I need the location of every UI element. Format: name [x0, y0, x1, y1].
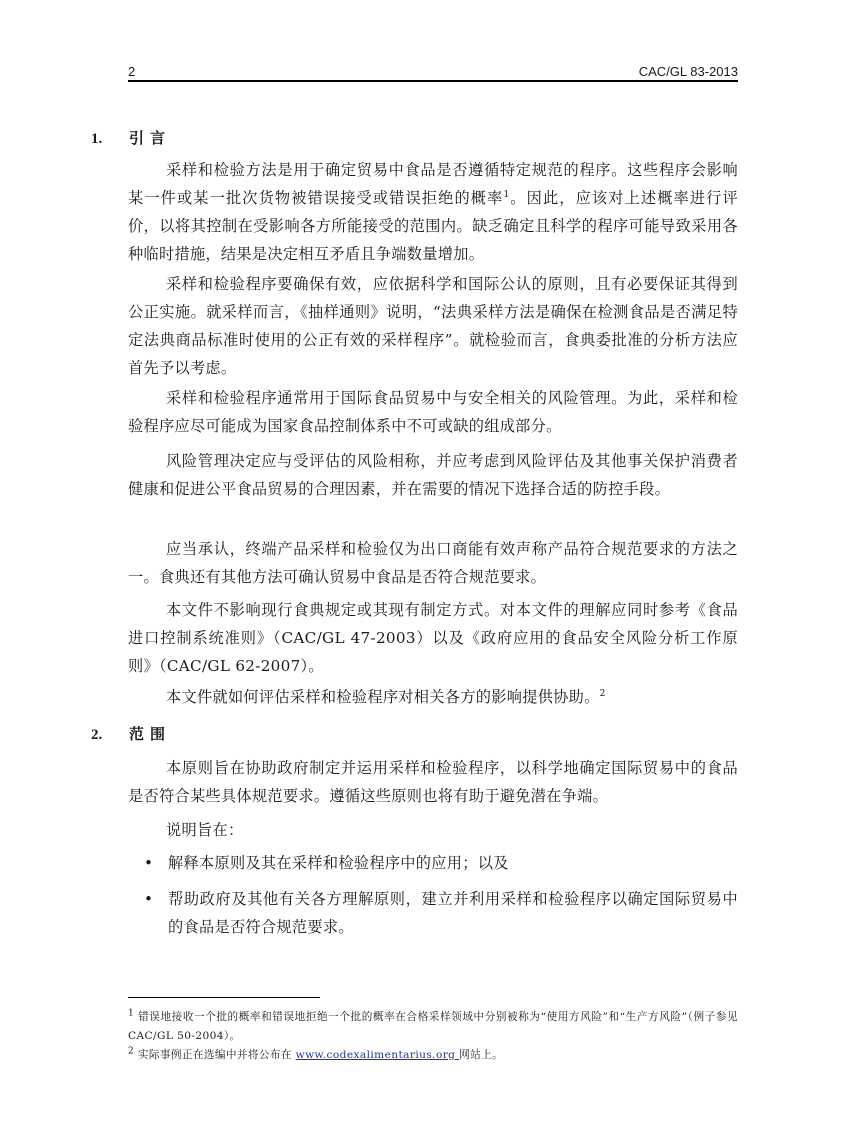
page-header — [128, 62, 738, 80]
paragraph: 应当承认，终端产品采样和检验仅为出口商能有效声称产品符合规范要求的方法之一。食典还有其他方法可确认贸易中食品是否符合规范要求。 — [128, 540, 738, 586]
footnote-ref-1[interactable]: 1 — [503, 189, 510, 200]
section-number: 1. — [91, 131, 103, 147]
footnote-1: $^1$ 错误地接收一个批的概率和错误地拒绝一个批的概率在合格采样领域中分别被称为“使用方风险”和“生产方风险”（例子参见 CAC/GL 50-2004）。 — [128, 1008, 738, 1042]
paragraph: 风险管理决定应与受评估的风险相称，并应考虑到风险评估及其他事关保护消费者健康和促进公平食品贸易的合理因素，并在需要的情况下选择合适的防控手段。 — [128, 452, 738, 498]
footnote-mark: 2 — [128, 1046, 135, 1057]
section-number: 2. — [91, 727, 103, 743]
codex-website-link[interactable]: www.codexalimentarius.org — [295, 1049, 460, 1061]
bullet-item: 帮助政府及其他有关各方理解原则，建立并利用采样和检验程序以确定国际贸易中的食品是否符合规范要求。 — [168, 890, 738, 936]
paragraph: 本文件就如何评估采样和检验程序对相关各方的影响提供协助。$^2$ — [166, 688, 606, 706]
header-rule — [128, 80, 738, 82]
paragraph: 本文件不影响现行食典规定或其现有制定方式。对本文件的理解应同时参考《食品进口控制系统准则》（CAC/GL 47-2003）以及《政府应用的食品安全风险分析工作原则》（CAC/GL 62-2007）。 — [128, 601, 738, 675]
bullet-marker: • — [144, 854, 153, 872]
paragraph: 采样和检验程序要确保有效，应依据科学和国际公认的原则，且有必要保证其得到公正实施。就采样而言，《抽样通则》说明，“法典采样方法是确保在检测食品是否满足特定法典商品标准时使用的公正有效的采样程序”。就检验而言，食典委批准的分析方法应首先予以考虑。 — [128, 275, 738, 377]
paragraph: 采样和检验程序通常用于国际食品贸易中与安全相关的风险管理。为此，采样和检验程序应尽可能成为国家食品控制体系中不可或缺的组成部分。 — [128, 389, 738, 435]
footnote-ref-2[interactable]: 2 — [599, 688, 606, 699]
paragraph: 采样和检验方法是用于确定贸易中食品是否遵循特定规范的程序。这些程序会影响某一件或某一批次货物被错误接受或错误拒绝的概率$^1$。因此，应该对上述概率进行评价，以将其控制在受影响各方所能接受的范围内。缺乏确定且科学的程序可能导致采用各种临时措施，结果是决定相互矛盾且争端数量增加。 — [128, 161, 738, 263]
section-heading-introduction — [91, 127, 171, 148]
footnote-2: $^2$ 实际事例正在选编中并将公布在 www.codexalimentarius.org 网站上。 — [128, 1046, 504, 1061]
footnote-mark: 1 — [128, 1008, 135, 1019]
footnote-rule — [128, 997, 320, 998]
section-title: 范围 — [129, 725, 172, 743]
document-reference: CAC/GL 83-2013 — [638, 64, 738, 79]
paragraph: 本原则旨在协助政府制定并运用采样和检验程序，以科学地确定国际贸易中的食品是否符合某些具体规范要求。遵循这些原则也将有助于避免潜在争端。 — [128, 759, 738, 805]
page-number: 2 — [128, 64, 136, 79]
section-title: 引言 — [129, 129, 172, 147]
bullet-marker: • — [144, 890, 153, 908]
section-heading-scope — [91, 723, 171, 744]
bullet-item: 解释本原则及其在采样和检验程序中的应用；以及 — [168, 854, 509, 872]
paragraph: 说明旨在： — [166, 821, 244, 839]
